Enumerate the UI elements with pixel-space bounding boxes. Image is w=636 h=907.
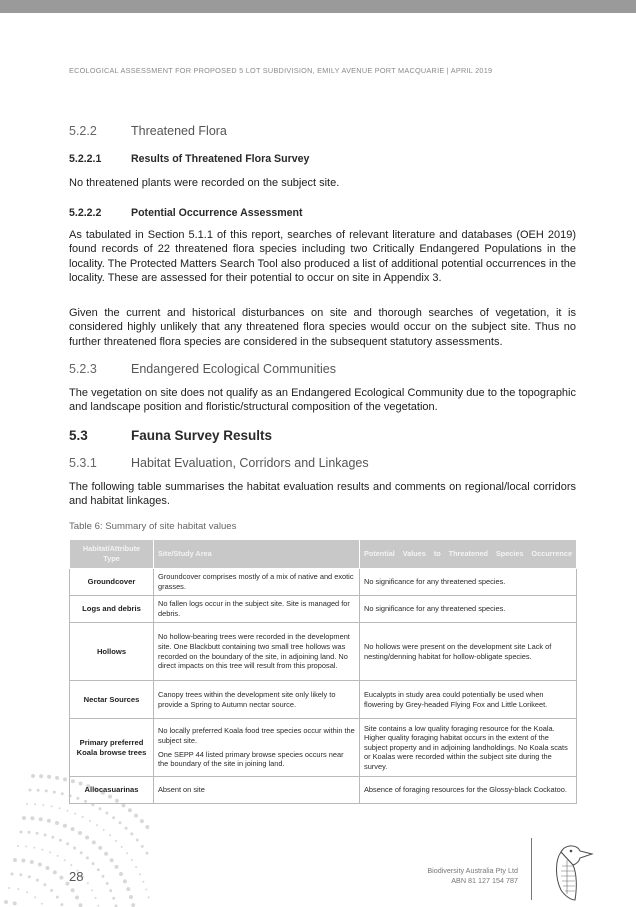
decorative-dot	[37, 789, 40, 792]
decorative-dot	[131, 903, 135, 907]
decorative-dot	[119, 821, 122, 824]
decorative-dot	[129, 895, 133, 899]
decorative-dot	[99, 807, 102, 810]
decorative-dot	[17, 845, 19, 847]
decorative-dot	[36, 879, 39, 882]
header-potential-values: Potential Values to Threatened Species Occurrence	[360, 540, 577, 569]
decorative-dot	[13, 901, 17, 905]
table-row	[70, 777, 577, 804]
decorative-dot	[49, 851, 51, 853]
table-header-row	[70, 540, 577, 569]
decorative-dot	[119, 872, 123, 876]
heading-5-3-1: 5.3.1 Habitat Evaluation, Corridors and Linkages	[69, 456, 369, 470]
decorative-dot	[63, 824, 67, 828]
value-cell: Site contains a low quality foraging resource for the Koala. Higher quality foraging habitat occurs in the extent of the subject property and in adjoining landholdings. No Koala scats or Koalas were recorded within the subject site during the survey.	[360, 719, 577, 777]
decorative-dot	[11, 873, 14, 876]
decorative-dot	[106, 882, 109, 885]
decorative-dot	[135, 866, 137, 868]
decorative-dot	[46, 866, 50, 870]
decorative-dot	[136, 839, 139, 842]
decorative-dot	[17, 888, 19, 890]
habitat-table	[69, 539, 577, 804]
decorative-dot	[59, 807, 61, 809]
site-cell: Groundcover comprises mostly of a mix of native and exotic grasses.	[154, 569, 360, 596]
table-row	[70, 623, 577, 681]
decorative-dot	[26, 891, 28, 893]
footer-divider	[531, 838, 532, 900]
decorative-dot	[28, 875, 31, 878]
decorative-dot	[47, 775, 51, 779]
decorative-dot	[96, 824, 98, 826]
decorative-dot	[43, 883, 46, 886]
decorative-dot	[34, 803, 36, 805]
running-header: ECOLOGICAL ASSESSMENT FOR PROPOSED 5 LOT SUBDIVISION, EMILY AVENUE PORT MACQUARIE | APRIL 2019	[69, 66, 493, 75]
decorative-dot	[30, 816, 34, 820]
table-row	[70, 569, 577, 596]
decorative-dot	[36, 832, 39, 835]
decorative-dot	[42, 804, 44, 806]
decorative-dot	[59, 876, 63, 880]
decorative-dot	[146, 852, 149, 855]
decorative-dot	[56, 896, 59, 899]
decorative-dot	[45, 789, 48, 792]
company-abn: ABN 81 127 154 787	[451, 876, 518, 885]
decorative-dot	[115, 840, 117, 842]
heading-5-2-3: 5.2.3 Endangered Ecological Communities	[69, 362, 336, 376]
decorative-dot	[128, 808, 132, 812]
decorative-dot	[134, 814, 138, 818]
value-cell: Absence of foraging resources for the Glossy-black Cockatoo.	[360, 777, 577, 804]
decorative-dot	[74, 813, 76, 815]
decorative-dot	[61, 792, 64, 795]
decorative-dot	[95, 897, 97, 899]
decorative-dot	[122, 803, 126, 807]
value-cell: Eucalypts in study area could potentially be used when flowering by Grey-headed Flying Fox and Little Lorikeet.	[360, 681, 577, 719]
decorative-dot	[109, 889, 112, 892]
value-cell: No significance for any threatened species.	[360, 596, 577, 623]
decorative-dot	[139, 873, 141, 875]
decorative-dot	[121, 846, 123, 848]
decorative-dot	[71, 888, 75, 892]
decorative-dot	[126, 852, 128, 854]
decorative-dot	[19, 873, 22, 876]
decorative-dot	[33, 847, 35, 849]
decorative-dot	[112, 816, 115, 819]
decorative-dot	[97, 868, 100, 871]
habitat-type-cell: Hollows	[70, 623, 154, 681]
decorative-dot	[130, 832, 133, 835]
decorative-dot	[80, 851, 83, 854]
value-cell: No significance for any threatened species.	[360, 569, 577, 596]
decorative-dot	[55, 821, 59, 825]
paragraph-occurrence-1: As tabulated in Section 5.1.1 of this report, searches of relevant literature and databases (OEH 2019) found records of 22 threatened flora species including two Critically Endangered Populations in the locality. The Protected Matters Search Tool also produced a list of additional potential occurrences in the locality. These are assessed for their potential to occur on site in Appendix 3.	[69, 229, 576, 285]
paragraph-flora-results: No threatened plants were recorded on the subject site.	[69, 177, 340, 189]
decorative-dot	[75, 896, 79, 900]
decorative-dot	[112, 897, 115, 900]
decorative-dot	[30, 860, 34, 864]
value-cell: No hollows were present on the development site Lack of nesting/denning habitat for hollow-obligate species.	[360, 623, 577, 681]
habitat-type-cell: Primary preferred Koala browse trees	[70, 719, 154, 777]
decorative-dot	[60, 903, 63, 906]
table-caption: Table 6: Summary of site habitat values	[69, 521, 237, 532]
site-cell: Absent on site	[154, 777, 360, 804]
decorative-dot	[86, 856, 89, 859]
decorative-dot	[92, 862, 95, 865]
habitat-type-cell: Groundcover	[70, 569, 154, 596]
decorative-dot	[109, 834, 111, 836]
paragraph-table-intro: The following table summarises the habitat evaluation results and comments on regional/local corridors and habitat linkages.	[69, 481, 576, 508]
decorative-dot	[98, 846, 102, 850]
decorative-dot	[104, 852, 108, 856]
decorative-dot	[53, 791, 56, 794]
decorative-dot	[39, 817, 43, 821]
decorative-dot	[131, 859, 133, 861]
site-cell: No fallen logs occur in the subject site. Site is managed for debris.	[154, 596, 360, 623]
decorative-dot	[145, 889, 147, 891]
decorative-dot	[142, 881, 144, 883]
decorative-dot	[13, 858, 17, 862]
decorative-dot	[20, 831, 23, 834]
decorative-dot	[44, 834, 47, 837]
decorative-dot	[71, 827, 75, 831]
decorative-dot	[103, 829, 105, 831]
decorative-dot	[55, 776, 59, 780]
habitat-type-cell: Logs and debris	[70, 596, 154, 623]
decorative-dot	[148, 896, 150, 898]
table-row	[70, 719, 577, 777]
decorative-dot	[28, 831, 31, 834]
decorative-dot	[141, 845, 144, 848]
decorative-dot	[97, 905, 99, 907]
decorative-dot	[41, 849, 43, 851]
decorative-dot	[22, 816, 26, 820]
decorative-dot	[89, 820, 91, 822]
decorative-dot	[66, 842, 69, 845]
top-banner	[0, 0, 636, 13]
site-cell: Canopy trees within the development site only likely to provide a Spring to Autumn nectar source.	[154, 681, 360, 719]
table-row	[70, 596, 577, 623]
habitat-type-cell: Nectar Sources	[70, 681, 154, 719]
decorative-dot	[125, 827, 128, 830]
decorative-dot	[78, 831, 82, 835]
decorative-dot	[4, 900, 8, 904]
decorative-dot	[123, 879, 127, 883]
decorative-dot	[41, 903, 43, 905]
heading-5-3: 5.3 Fauna Survey Results	[69, 428, 273, 443]
decorative-dot	[59, 839, 62, 842]
paragraph-occurrence-2: Given the current and historical disturbances on site and thorough searches of vegetation, it is considered highly unlikely that any threatened flora species would occur on the subject site. Thus no further threatened flora species are considered in the subsequent statutory assessments.	[69, 307, 576, 348]
decorative-dot	[47, 819, 51, 823]
decorative-dot	[64, 859, 66, 861]
decorative-dot	[91, 889, 93, 891]
decorative-dot	[51, 836, 54, 839]
decorative-dot	[87, 882, 89, 884]
table-row	[70, 681, 577, 719]
decorative-dot	[105, 812, 108, 815]
decorative-dot	[126, 887, 130, 891]
paragraph-eec: The vegetation on site does not qualify as an Endangered Ecological Community due to the topographic and landscape position and floristic/structural composition of the vegetation.	[69, 387, 576, 414]
decorative-dot	[85, 836, 89, 840]
decorative-dot	[26, 803, 28, 805]
header-habitat-type: Habitat/Attribute Type	[70, 540, 154, 569]
decorative-dot	[70, 864, 72, 866]
heading-5-2-2-2: 5.2.2.2 Potential Occurrence Assessment	[69, 207, 303, 219]
footer-company	[427, 866, 518, 886]
decorative-dot	[8, 887, 10, 889]
decorative-dot	[79, 903, 83, 907]
decorative-dot	[140, 819, 144, 823]
header-site-area: Site/Study Area	[154, 540, 360, 569]
decorative-dot	[39, 774, 43, 778]
decorative-dot	[25, 845, 27, 847]
site-cell: No locally preferred Koala food tree species occur within the subject site. One SEPP 44 listed primary browse species occurs near the boundary of the site in joining land.	[154, 719, 360, 777]
decorative-dot	[53, 870, 57, 874]
kookaburra-logo-icon	[547, 838, 595, 902]
decorative-dot	[51, 805, 53, 807]
habitat-type-cell: Allocasuarinas	[70, 777, 154, 804]
decorative-dot	[110, 858, 114, 862]
decorative-dot	[67, 810, 69, 812]
page-number: 28	[69, 869, 84, 884]
heading-5-2-2-1: 5.2.2.1 Results of Threatened Flora Survey	[69, 153, 310, 165]
decorative-dot	[57, 855, 59, 857]
decorative-dot	[21, 859, 25, 863]
company-name: Biodiversity Australia Pty Ltd	[427, 866, 518, 875]
heading-5-2-2: 5.2.2 Threatened Flora	[69, 124, 227, 138]
decorative-dot	[34, 896, 36, 898]
site-cell: No hollow-bearing trees were recorded in the development site. One Blackbutt containing two small tree hollows was recorded on the boundary of the site, in adjoining land. No direct impacts on this tree will result from this proposal.	[154, 623, 360, 681]
decorative-dot	[31, 774, 35, 778]
decorative-dot	[115, 865, 119, 869]
decorative-dot	[63, 777, 67, 781]
decorative-dot	[102, 875, 105, 878]
decorative-dot	[92, 840, 96, 844]
decorative-dot	[50, 889, 53, 892]
decorative-dot	[73, 847, 76, 850]
decorative-dot	[82, 816, 84, 818]
decorative-dot	[145, 825, 149, 829]
decorative-dot	[29, 789, 32, 792]
decorative-dot	[38, 863, 42, 867]
